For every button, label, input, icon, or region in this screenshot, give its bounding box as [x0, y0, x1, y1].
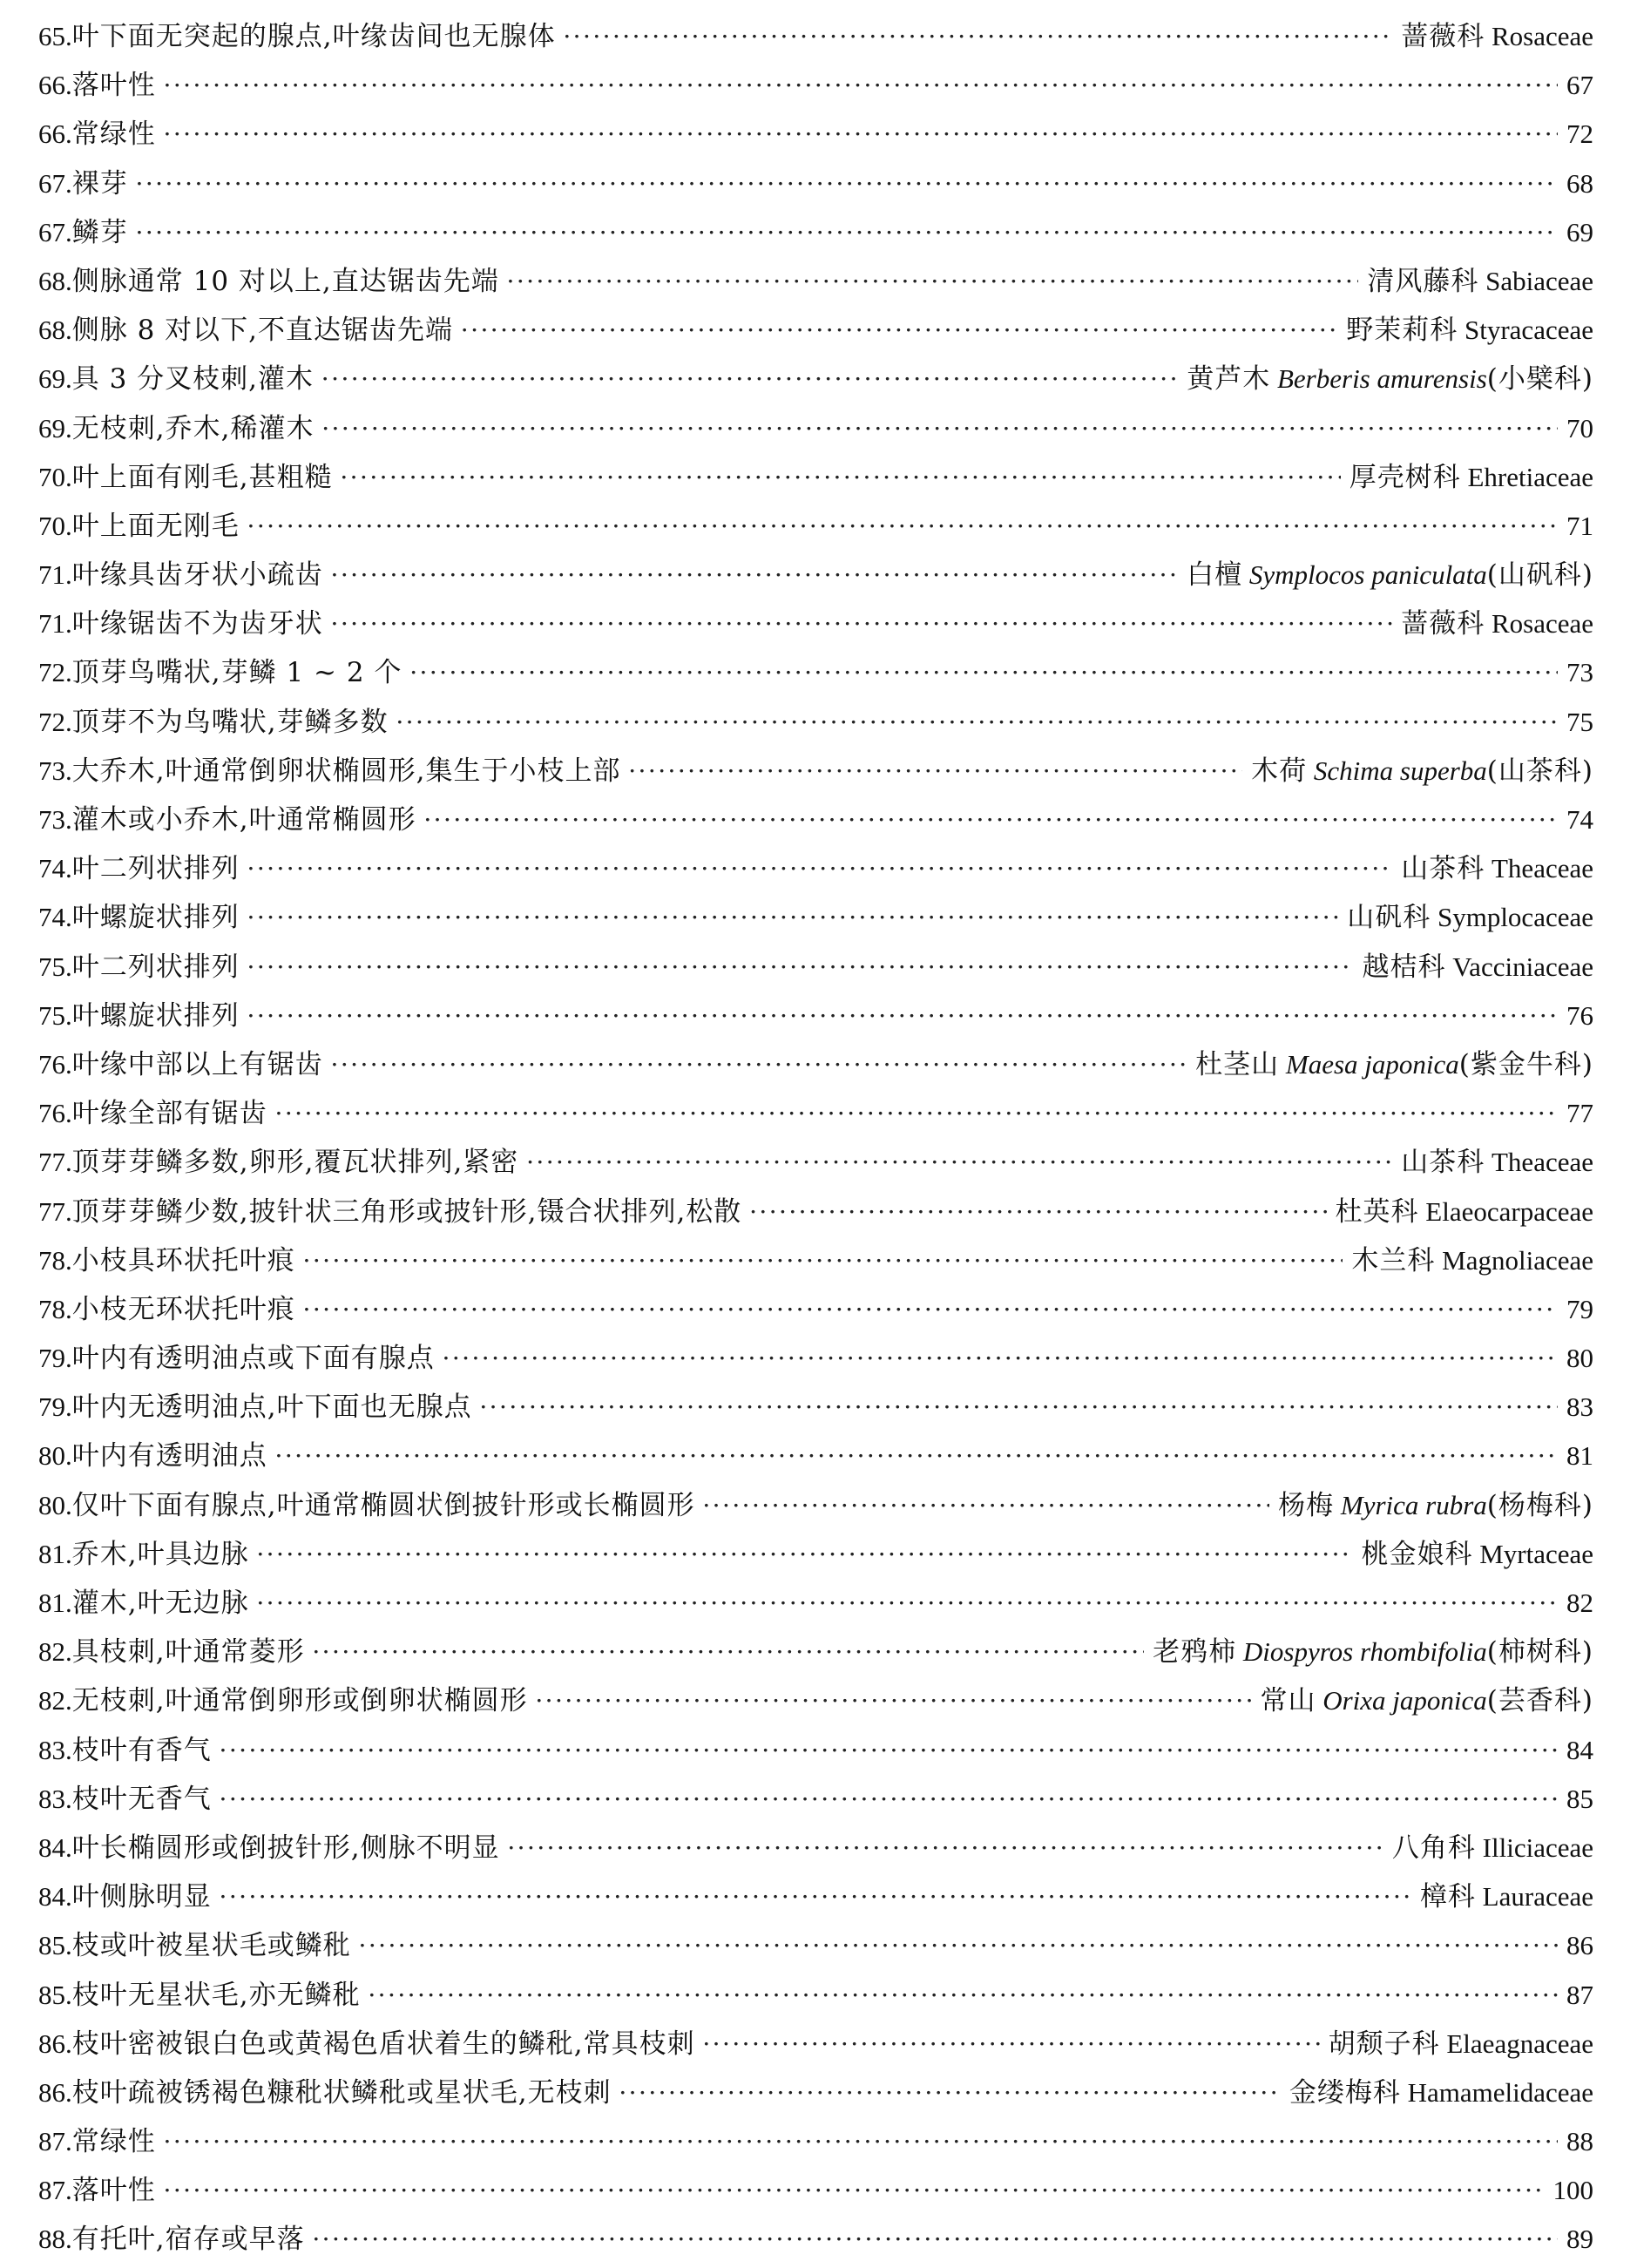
entry-goto-number: 80: [1566, 1343, 1593, 1374]
entry-description: 叶内无透明油点,叶下面也无腺点: [71, 1391, 472, 1424]
entry-goto-number: 73: [1566, 657, 1593, 688]
key-entry: [38, 12, 1593, 61]
entry-result: [1347, 893, 1593, 942]
key-entry: [38, 110, 1593, 159]
key-entry: [38, 502, 1593, 551]
dot-leader: [321, 404, 1558, 453]
dot-leader: [256, 1579, 1558, 1628]
entry-result: [1251, 747, 1593, 795]
dot-leader: [247, 502, 1558, 551]
key-entry: [38, 698, 1593, 747]
result-latin-name: Rosaceae: [1491, 21, 1593, 51]
dot-leader: [302, 1285, 1558, 1334]
entry-number: 77.: [38, 1147, 72, 1178]
entry-goto-number: 84: [1566, 1734, 1593, 1765]
result-chinese-name: 厚壳树科: [1349, 461, 1461, 493]
key-entry: [38, 306, 1593, 355]
entry-description: 叶缘具齿牙状小疏齿: [71, 559, 323, 592]
key-entry: [38, 1040, 1593, 1089]
entry-goto-number: 71: [1566, 510, 1593, 541]
dot-leader: [409, 648, 1558, 697]
key-entry: [38, 1383, 1593, 1432]
entry-result: [1329, 2020, 1593, 2068]
entry-number: 75.: [38, 999, 72, 1031]
entry-number: 80.: [38, 1489, 72, 1520]
key-entry: [38, 61, 1593, 110]
entry-number: 75.: [38, 951, 72, 982]
dot-leader: [247, 893, 1338, 942]
entry-result: [1187, 551, 1593, 599]
entry-number: 85.: [38, 1930, 72, 1961]
entry-description: 常绿性: [71, 2126, 156, 2158]
dot-leader: [256, 1530, 1353, 1579]
dot-leader: [135, 208, 1558, 257]
result-latin-name: Berberis amurensis: [1276, 363, 1487, 395]
result-latin-name: Illiciaceae: [1482, 1831, 1593, 1863]
entry-number: 86.: [38, 2076, 72, 2108]
result-chinese-name: 白檀: [1187, 559, 1243, 592]
entry-description: 灌木,叶无边脉: [71, 1588, 249, 1619]
entry-description: 落叶性: [71, 70, 156, 102]
dot-leader: [702, 1481, 1270, 1530]
key-entry: [38, 355, 1593, 403]
entry-description: 顶芽芽鳞多数,卵形,覆瓦状排列,紧密: [71, 1147, 519, 1179]
result-family-name: (柿树科): [1486, 1636, 1593, 1669]
entry-description: 枝叶无香气: [71, 1783, 212, 1815]
entry-number: 69.: [38, 412, 72, 443]
entry-description: 叶螺旋状排列: [71, 902, 240, 934]
key-entry: [38, 2117, 1593, 2166]
dot-leader: [330, 551, 1178, 599]
result-latin-name: Ehretiaceae: [1467, 461, 1593, 492]
dot-leader: [135, 159, 1558, 208]
entry-description: 顶芽芽鳞少数,披针状三角形或披针形,镊合状排列,松散: [71, 1195, 742, 1228]
entry-number: 66.: [38, 118, 72, 150]
key-entry: [38, 1775, 1593, 1824]
entry-description: 叶螺旋状排列: [71, 999, 240, 1032]
key-entry: [38, 2020, 1593, 2068]
entry-number: 79.: [38, 1391, 72, 1423]
result-latin-name: Elaeocarpaceae: [1425, 1195, 1593, 1227]
entry-description: 落叶性: [71, 2175, 156, 2207]
key-entry: [38, 1481, 1593, 1530]
entry-result: [1336, 1188, 1593, 1236]
entry-number: 87.: [38, 2175, 72, 2206]
key-entry: [38, 551, 1593, 599]
entry-description: 叶二列状排列: [71, 951, 240, 983]
entry-number: 76.: [38, 1098, 72, 1129]
entry-goto-number: 83: [1566, 1391, 1593, 1423]
entry-number: 79.: [38, 1343, 72, 1374]
entry-number: 84.: [38, 1881, 72, 1913]
dot-leader: [330, 599, 1392, 648]
entry-result: [1401, 599, 1593, 648]
entry-goto-number: 72: [1566, 118, 1593, 150]
result-latin-name: Styracaceae: [1465, 315, 1593, 346]
dot-leader: [247, 844, 1393, 893]
key-entry: [38, 2166, 1593, 2215]
entry-number: 81.: [38, 1588, 72, 1618]
result-latin-name: Elaeagnaceae: [1446, 2028, 1593, 2059]
result-chinese-name: 山茶科: [1401, 1147, 1485, 1179]
dot-leader: [525, 1138, 1392, 1187]
entry-goto-number: 69: [1566, 216, 1593, 247]
entry-description: 侧脉通常 10 对以上,直达锯齿先端: [71, 265, 499, 297]
dot-leader: [535, 1676, 1252, 1725]
result-latin-name: Lauraceae: [1482, 1881, 1593, 1913]
entry-number: 67.: [38, 216, 72, 247]
entry-description: 叶内有透明油点: [71, 1440, 267, 1473]
entry-number: 85.: [38, 1979, 72, 2010]
entry-description: 小枝具环状托叶痕: [71, 1244, 295, 1276]
entry-number: 78.: [38, 1293, 72, 1324]
result-family-name: (山矾科): [1486, 559, 1593, 592]
entry-result: [1289, 2068, 1593, 2117]
key-entry: [38, 1334, 1593, 1383]
entry-goto-number: 68: [1566, 167, 1593, 199]
entry-description: 枝或叶被星状毛或鳞秕: [71, 1930, 351, 1962]
entry-number: 76.: [38, 1048, 72, 1080]
entry-number: 82.: [38, 1685, 72, 1716]
entry-description: 叶缘中部以上有锯齿: [71, 1048, 323, 1080]
dot-leader: [219, 1726, 1558, 1775]
dot-leader: [368, 1971, 1558, 2020]
result-latin-name: Myrica rubra: [1340, 1489, 1487, 1520]
result-chinese-name: 桃金娘科: [1361, 1538, 1473, 1570]
entry-goto-number: 74: [1566, 804, 1593, 835]
result-latin-name: Theaceae: [1492, 853, 1593, 884]
result-latin-name: Myrtaceae: [1479, 1538, 1593, 1569]
entry-number: 83.: [38, 1783, 72, 1814]
key-entry: [38, 1579, 1593, 1628]
dot-leader: [702, 2020, 1320, 2068]
entry-description: 具 3 分叉枝刺,灌木: [71, 363, 315, 396]
result-chinese-name: 杜英科: [1335, 1195, 1419, 1228]
dot-leader: [247, 992, 1558, 1040]
dot-leader: [563, 12, 1393, 61]
entry-result: [1401, 12, 1593, 61]
entry-number: 84.: [38, 1831, 72, 1863]
entry-number: 68.: [38, 315, 72, 346]
entry-description: 叶上面无刚毛: [71, 510, 240, 542]
entry-description: 叶缘锯齿不为齿牙状: [71, 608, 323, 640]
entry-description: 鳞芽: [71, 216, 128, 248]
entry-goto-number: 75: [1566, 706, 1593, 737]
entry-description: 大乔木,叶通常倒卵状椭圆形,集生于小枝上部: [71, 755, 621, 787]
entry-description: 仅叶下面有腺点,叶通常椭圆状倒披针形或长椭圆形: [71, 1489, 695, 1521]
entry-description: 叶下面无突起的腺点,叶缘齿间也无腺体: [71, 21, 556, 52]
key-entry: [38, 1726, 1593, 1775]
key-entry: [38, 159, 1593, 208]
entry-goto-number: 100: [1552, 2175, 1593, 2206]
entry-number: 77.: [38, 1195, 72, 1227]
entry-description: 叶二列状排列: [71, 853, 240, 885]
entry-number: 82.: [38, 1636, 72, 1668]
key-entry: [38, 844, 1593, 893]
key-entry: [38, 2215, 1593, 2264]
result-family-name: (杨梅科): [1486, 1489, 1593, 1521]
dot-leader: [442, 1334, 1558, 1383]
dot-leader: [479, 1383, 1558, 1432]
entry-result: [1187, 355, 1593, 403]
dot-leader: [219, 1872, 1411, 1921]
key-entry: [38, 747, 1593, 795]
key-entry: [38, 1872, 1593, 1921]
entry-result: [1260, 1676, 1593, 1725]
entry-description: 枝叶疏被锈褐色糠秕状鳞秕或星状毛,无枝刺: [71, 2076, 612, 2109]
key-entry: [38, 1188, 1593, 1236]
dot-leader: [163, 2117, 1558, 2166]
result-chinese-name: 蔷薇科: [1401, 608, 1485, 640]
entry-goto-number: 86: [1566, 1930, 1593, 1961]
entry-number: 70.: [38, 510, 72, 541]
result-chinese-name: 木兰科: [1351, 1244, 1436, 1276]
entry-description: 枝叶有香气: [71, 1734, 212, 1766]
entry-number: 74.: [38, 853, 72, 884]
result-chinese-name: 蔷薇科: [1401, 21, 1485, 52]
key-entry: [38, 2068, 1593, 2117]
entry-number: 71.: [38, 608, 72, 640]
key-entry: [38, 1921, 1593, 1970]
entry-result: [1278, 1481, 1593, 1530]
entry-goto-number: 82: [1566, 1588, 1593, 1618]
result-chinese-name: 清风藤科: [1367, 265, 1479, 297]
entry-number: 78.: [38, 1244, 72, 1276]
entry-number: 72.: [38, 706, 72, 737]
entry-description: 乔木,叶具边脉: [71, 1538, 249, 1570]
entry-number: 71.: [38, 559, 72, 591]
entry-result: [1420, 1872, 1593, 1921]
key-entry: [38, 257, 1593, 306]
result-latin-name: Symplocos paniculata: [1248, 559, 1487, 591]
entry-number: 83.: [38, 1734, 72, 1765]
dot-leader: [163, 61, 1558, 110]
entry-result: [1401, 844, 1593, 893]
entry-goto-number: 79: [1566, 1293, 1593, 1324]
entry-goto-number: 88: [1566, 2126, 1593, 2157]
result-chinese-name: 樟科: [1419, 1881, 1476, 1913]
result-latin-name: Schima superba: [1313, 755, 1487, 786]
key-entry: [38, 1824, 1593, 1872]
dot-leader: [460, 306, 1337, 355]
entry-goto-number: 85: [1566, 1783, 1593, 1814]
dot-leader: [627, 747, 1242, 795]
entry-result: [1350, 453, 1593, 502]
entry-result: [1361, 1530, 1593, 1579]
entry-goto-number: 67: [1566, 70, 1593, 101]
entry-number: 73.: [38, 804, 72, 835]
result-latin-name: Maesa japonica: [1285, 1048, 1459, 1080]
dot-leader: [163, 110, 1558, 159]
dot-leader: [274, 1089, 1558, 1138]
dot-leader: [507, 1824, 1383, 1872]
result-chinese-name: 八角科: [1391, 1831, 1476, 1864]
entry-number: 88.: [38, 2224, 72, 2255]
entry-result: [1351, 1236, 1593, 1285]
key-entry: [38, 648, 1593, 697]
entry-result: [1367, 257, 1593, 306]
result-chinese-name: 山茶科: [1401, 853, 1485, 885]
entry-description: 叶侧脉明显: [71, 1881, 212, 1913]
key-entry: [38, 992, 1593, 1040]
entry-result: [1153, 1628, 1593, 1676]
key-entry: [38, 453, 1593, 502]
result-latin-name: Rosaceae: [1491, 608, 1593, 640]
result-family-name: (紫金牛科): [1458, 1048, 1593, 1080]
dot-leader: [219, 1775, 1558, 1824]
entry-number: 74.: [38, 902, 72, 933]
key-entry: [38, 1285, 1593, 1334]
dot-leader: [330, 1040, 1187, 1089]
entry-number: 87.: [38, 2126, 72, 2157]
entry-number: 86.: [38, 2028, 72, 2059]
result-chinese-name: 山矾科: [1347, 902, 1431, 934]
entry-description: 常绿性: [71, 118, 156, 151]
entry-result: [1392, 1824, 1593, 1872]
dot-leader: [423, 795, 1558, 844]
entry-number: 72.: [38, 657, 72, 688]
dot-leader: [274, 1432, 1558, 1480]
result-chinese-name: 老鸦柿: [1153, 1636, 1237, 1669]
result-chinese-name: 越桔科: [1362, 951, 1446, 983]
result-latin-name: Hamamelidaceae: [1407, 2076, 1593, 2108]
key-entry: [38, 893, 1593, 942]
key-entry: [38, 795, 1593, 844]
key-entry: [38, 1971, 1593, 2020]
result-chinese-name: 野茉莉科: [1346, 315, 1458, 347]
key-entry: [38, 1432, 1593, 1480]
result-family-name: (山茶科): [1486, 755, 1593, 787]
key-entry: [38, 208, 1593, 257]
result-latin-name: Vacciniaceae: [1452, 951, 1593, 982]
key-entry: [38, 599, 1593, 648]
entry-result: [1195, 1040, 1593, 1089]
entry-goto-number: 89: [1566, 2224, 1593, 2255]
entry-description: 叶长椭圆形或倒披针形,侧脉不明显: [71, 1831, 500, 1864]
result-chinese-name: 胡颓子科: [1328, 2028, 1440, 2060]
dot-leader: [302, 1236, 1343, 1285]
entry-description: 叶缘全部有锯齿: [71, 1098, 267, 1130]
key-entry: [38, 1676, 1593, 1725]
entry-description: 枝叶密被银白色或黄褐色盾状着生的鳞秕,常具枝刺: [71, 2028, 695, 2060]
entry-number: 73.: [38, 755, 72, 786]
entry-description: 枝叶无星状毛,亦无鳞秕: [71, 1979, 361, 2011]
dot-leader: [358, 1921, 1558, 1970]
entry-goto-number: 70: [1566, 412, 1593, 443]
entry-number: 69.: [38, 363, 72, 395]
entry-description: 顶芽不为鸟嘴状,芽鳞多数: [71, 706, 389, 738]
entry-description: 叶内有透明油点或下面有腺点: [71, 1343, 435, 1375]
entry-goto-number: 87: [1566, 1979, 1593, 2010]
entry-description: 无枝刺,叶通常倒卵形或倒卵状椭圆形: [71, 1685, 528, 1717]
entry-number: 80.: [38, 1440, 72, 1472]
entry-number: 66.: [38, 70, 72, 101]
dot-leader: [340, 453, 1341, 502]
entry-description: 叶上面有刚毛,甚粗糙: [71, 461, 333, 493]
result-family-name: (芸香科): [1486, 1685, 1593, 1717]
dot-leader: [163, 2166, 1545, 2215]
dot-leader: [312, 2215, 1558, 2264]
entry-description: 侧脉 8 对以下,不直达锯齿先端: [71, 315, 454, 347]
result-latin-name: Symplocaceae: [1437, 902, 1593, 933]
key-entry: [38, 1089, 1593, 1138]
entry-goto-number: 77: [1566, 1098, 1593, 1129]
entry-goto-number: 81: [1566, 1440, 1593, 1472]
entry-description: 顶芽鸟嘴状,芽鳞 1 ~ 2 个: [71, 657, 402, 689]
dot-leader: [396, 698, 1558, 747]
key-entry: [38, 1530, 1593, 1579]
result-chinese-name: 金缕梅科: [1289, 2076, 1401, 2109]
dot-leader: [321, 355, 1178, 403]
entry-description: 裸芽: [71, 167, 128, 200]
entry-result: [1401, 1138, 1593, 1187]
entry-result: [1346, 306, 1593, 355]
result-chinese-name: 常山: [1260, 1685, 1316, 1717]
entry-number: 68.: [38, 265, 72, 296]
result-chinese-name: 杜茎山: [1195, 1048, 1280, 1080]
key-entry: [38, 1138, 1593, 1187]
result-chinese-name: 黄芦木: [1187, 363, 1271, 396]
dot-leader: [506, 257, 1359, 306]
entry-description: 灌木或小乔木,叶通常椭圆形: [71, 804, 416, 836]
entry-description: 无枝刺,乔木,稀灌木: [71, 412, 315, 444]
result-chinese-name: 木荷: [1251, 755, 1308, 787]
entry-goto-number: 76: [1566, 999, 1593, 1031]
key-entry: [38, 404, 1593, 453]
dot-leader: [748, 1188, 1326, 1236]
entry-description: 小枝无环状托叶痕: [71, 1293, 295, 1325]
result-latin-name: Diospyros rhombifolia: [1242, 1636, 1487, 1668]
dot-leader: [247, 943, 1354, 992]
key-entry: [38, 1236, 1593, 1285]
key-entry: [38, 943, 1593, 992]
entry-result: [1362, 943, 1593, 992]
result-latin-name: Theaceae: [1492, 1147, 1593, 1178]
entry-number: 67.: [38, 167, 72, 199]
entry-number: 70.: [38, 461, 72, 492]
result-chinese-name: 杨梅: [1278, 1489, 1335, 1521]
result-latin-name: Sabiaceae: [1485, 265, 1593, 296]
dot-leader: [312, 1628, 1145, 1676]
entry-number: 65.: [38, 21, 72, 51]
entry-number: 81.: [38, 1538, 72, 1569]
result-family-name: (小檗科): [1486, 363, 1593, 396]
result-latin-name: Orixa japonica: [1322, 1685, 1487, 1716]
entry-description: 有托叶,宿存或早落: [71, 2224, 305, 2256]
dot-leader: [619, 2068, 1281, 2117]
result-latin-name: Magnoliaceae: [1442, 1244, 1593, 1276]
key-entry: [38, 1628, 1593, 1676]
entry-description: 具枝刺,叶通常菱形: [71, 1636, 305, 1669]
